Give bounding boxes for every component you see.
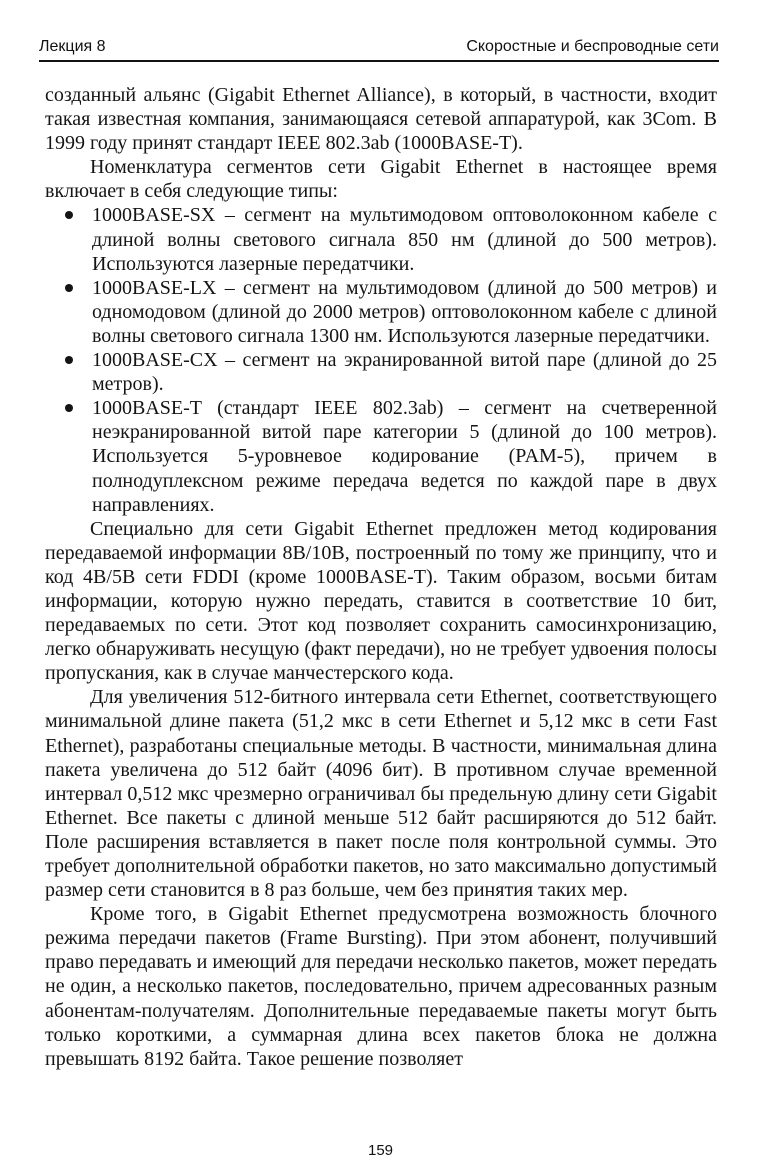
bullet-icon [65, 211, 73, 219]
paragraph-frame-bursting: Кроме того, в Gigabit Ethernet предусмотрена возможность блочного режима передачи пакетов (Frame Bursting). При этом абонент, получивший право передавать и имеющий для передачи несколько пакетов, может передать не один, а несколько пакетов, последовательно, причем адресованных разным абонентам-получателям. Дополнительные передаваемые пакеты могут быть только короткими, а суммарная длина всех пакетов блока не должна превышать 8192 байта. Такое решение позволяет [45, 903, 717, 1070]
paragraph-packet-length: Для увеличения 512-битного интервала сети Ethernet, соответствующего минимальной длине пакета (51,2 мкс в сети Ethernet и 5,12 мкс в сети Fast Ethernet), разработаны специальные методы. В частности, минимальная длина пакета увеличена до 512 байт (4096 бит). В противном случае временной интервал 0,512 мкс чрезмерно ограничивал бы предельную длину сети Gigabit Ethernet. Все пакеты с длиной меньше 512 байт расширяются до 512 байт. Поле расширения вставляется в пакет после поля контрольной суммы. Это требует дополнительной обработки пакетов, но зато максимально допустимый размер сети становится в 8 раз больше, чем без принятия таких мер. [45, 686, 717, 902]
list-item [92, 348, 717, 396]
running-header [39, 36, 719, 62]
chapter-title: Скоростные и беспроводные сети [466, 38, 719, 55]
bullet-icon [65, 404, 73, 412]
bullet-icon [65, 356, 73, 364]
list-item-text: 1000BASE-SX – сегмент на мультимодовом оптоволоконном кабеле с длиной волны светового сигнала 850 нм (длиной до 500 метров). Используются лазерные передатчики. [92, 204, 717, 275]
lecture-label: Лекция 8 [39, 38, 106, 55]
list-item-text: 1000BASE-CX – сегмент на экранированной витой паре (длиной до 25 метров). [92, 349, 717, 396]
list-item [92, 203, 717, 275]
segment-type-list [45, 203, 717, 516]
list-item-text: 1000BASE-T (стандарт IEEE 802.3ab) – сегмент на счетверенной неэкранированной витой паре категории 5 (длиной до 100 метров). Используется 5-уровневое кодирование (PAM-5), причем в полнодуплексном режиме передача ведется по каждой паре в двух направлениях. [92, 397, 717, 516]
page-body [45, 83, 717, 1071]
paragraph-encoding: Специально для сети Gigabit Ethernet предложен метод кодирования передаваемой информации 8B/10B, построенный по тому же принципу, что и код 4B/5B сети FDDI (кроме 1000BASE-T). Таким образом, восьми битам информации, которую нужно передать, ставится в соответствие 10 бит, передаваемых по сети. Этот код позволяет сохранить самосинхронизацию, легко обнаруживать несущую (факт передачи), но не требует удвоения полосы пропускания, как в случае манчестерского кода. [45, 517, 717, 685]
list-item-text: 1000BASE-LX – сегмент на мультимодовом (длиной до 500 метров) и одномодовом (длиной до 2000 метров) оптоволоконном кабеле с длиной волны светового сигнала 1300 нм. Используются лазерные передатчики. [92, 276, 717, 347]
list-item [92, 276, 717, 348]
paragraph-continuation: созданный альянс (Gigabit Ethernet Alliance), в который, в частности, входит такая известная компания, занимающаяся сетевой аппаратурой, как 3Com. В 1999 году принят стандарт IEEE 802.3ab (1000BASE-T). [45, 84, 717, 155]
list-item [92, 396, 717, 516]
bullet-icon [65, 284, 73, 292]
page-number: 159 [367, 1142, 394, 1159]
paragraph-nomenclature: Номенклатура сегментов сети Gigabit Ethernet в настоящее время включает в себя следующие типы: [45, 156, 717, 203]
